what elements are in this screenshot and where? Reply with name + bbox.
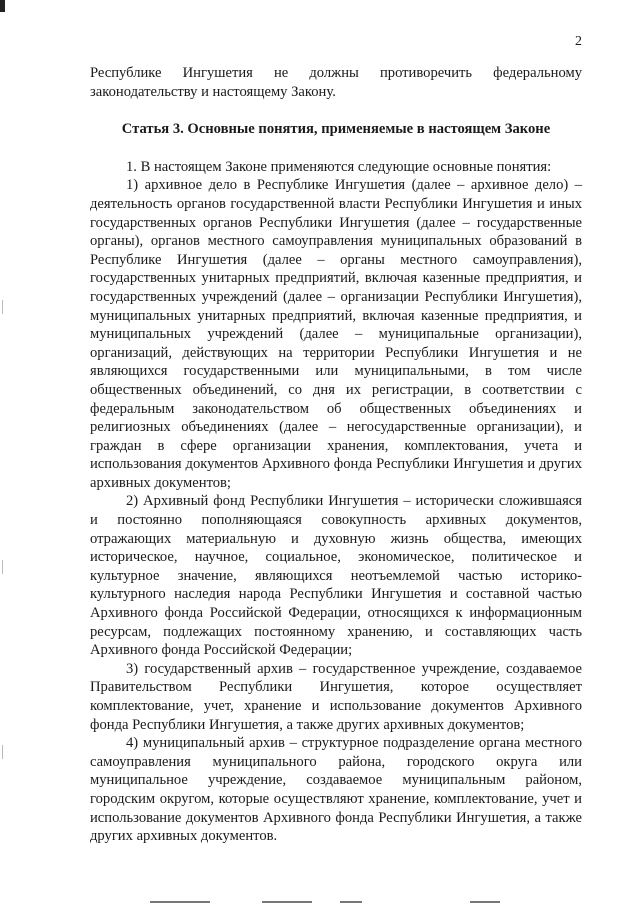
scan-corner-mark [0,0,5,12]
article-paragraph-5: 4) муниципальный архив – структурное подразделение органа местного самоуправления муниципального района, городского округа или муниципальное учреждение, создаваемое муниципальным районом, городским округом, которые осуществляют хранение, комплектование, учет и использование документов Архивного фонда Республики Ингушетия, а также других архивных документов. [90,735,582,845]
scan-bottom-rule [470,901,500,903]
scan-side-tick [2,300,3,314]
document-body [90,64,582,846]
article-heading: Статья 3. Основные понятия, применяемые в настоящем Законе [121,121,551,138]
page-number: 2 [575,34,582,49]
scan-side-tick [2,560,3,574]
scan-bottom-rule [150,901,210,903]
article-paragraph-1: 1. В настоящем Законе применяются следующие основные понятия: [126,158,552,175]
intro-paragraph: Республике Ингушетия не должны противоречить федеральному законодательству и настоящему Закону. [90,65,582,100]
article-paragraph-3: 2) Архивный фонд Республики Ингушетия – исторически сложившаяся и постоянно пополняющаяся совокупность архивных документов, отражающих материальную и духовную жизнь общества, имеющих историческое, научное, социальное, экономическое, политическое и культурное значение, являющихся неотъемлемой частью историко-культурного наследия народа Республики Ингушетия и составной частью Архивного фонда Российской Федерации, относящихся к информационным ресурсам, подлежащих постоянному хранению, и составляющих часть Архивного фонда Российской Федерации; [90,493,582,659]
scan-bottom-rule [340,901,362,903]
article-paragraph-4: 3) государственный архив – государственное учреждение, создаваемое Правительством Республики Ингушетия, которое осуществляет комплектование, учет, хранение и использование документов Архивного фонда Республики Ингушетия, а также других архивных документов; [90,660,582,733]
article-paragraph-2: 1) архивное дело в Республике Ингушетия (далее – архивное дело) – деятельность органов государственной власти Республики Ингушетия и иных государственных органов Республики Ингушетия (далее – государственные органы), органов местного самоуправления муниципальных образований в Республике Ингушетия (далее – органы местного самоуправления), государственных унитарных предприятий, включая казенные предприятия, и государственных учреждений (далее – организации Республики Ингушетия), муниципальных унитарных предприятий, включая казенные предприятия, и муниципальных учреждений (далее – муниципальные организации), организаций, действующих на территории Республики Ингушетия и не являющихся государственными или муниципальными, в том числе общественных объединений, со дня их регистрации, в соответствии с федеральным законодательством об общественных объединениях и религиозных объединениях (далее – негосударственные организации), и граждан в сфере организации хранения, комплектования, учета и использования документов Архивного фонда Республики Ингушетия и других архивных документов; [90,177,582,491]
scan-side-tick [2,745,3,759]
scan-bottom-rule [262,901,312,903]
